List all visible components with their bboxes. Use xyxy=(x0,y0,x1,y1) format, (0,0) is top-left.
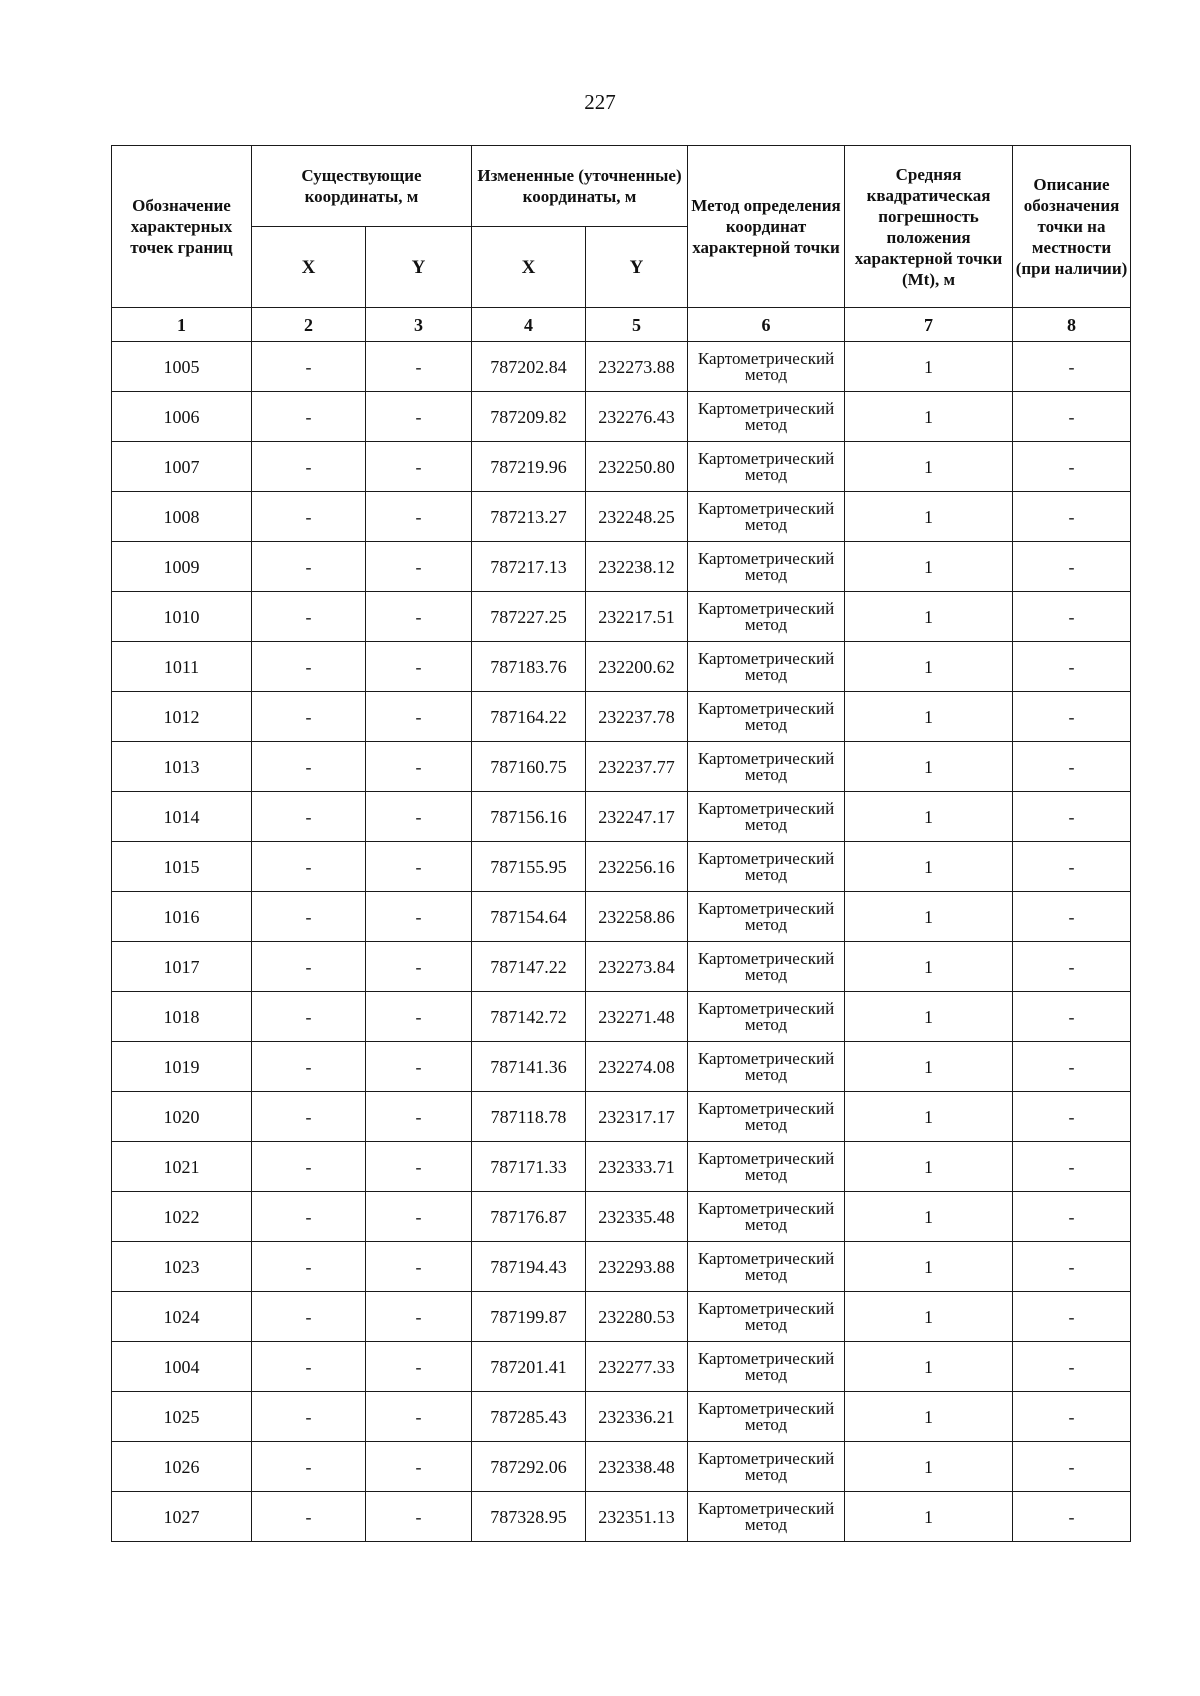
point-id-cell: 1017 xyxy=(112,942,252,992)
method-cell: Картометрический метод xyxy=(688,1492,845,1542)
changed-y-cell: 232317.17 xyxy=(586,1092,688,1142)
changed-y-cell: 232237.78 xyxy=(586,692,688,742)
mean-square-error-cell: 1 xyxy=(845,942,1013,992)
existing-x-cell: - xyxy=(252,1392,366,1442)
mean-square-error-cell: 1 xyxy=(845,1392,1013,1442)
existing-x-cell: - xyxy=(252,1342,366,1392)
changed-y-cell: 232258.86 xyxy=(586,892,688,942)
changed-x-cell: 787292.06 xyxy=(472,1442,586,1492)
changed-y-cell: 232276.43 xyxy=(586,392,688,442)
description-cell: - xyxy=(1013,342,1131,392)
method-cell: Картометрический метод xyxy=(688,642,845,692)
existing-y-cell: - xyxy=(366,592,472,642)
point-id-cell: 1005 xyxy=(112,342,252,392)
existing-x-cell: - xyxy=(252,642,366,692)
description-cell: - xyxy=(1013,1242,1131,1292)
mean-square-error-cell: 1 xyxy=(845,342,1013,392)
existing-y-cell: - xyxy=(366,692,472,742)
header-method: Метод определения координат характерной точки xyxy=(688,146,845,308)
changed-x-cell: 787217.13 xyxy=(472,542,586,592)
table-row xyxy=(112,1442,1131,1492)
existing-y-cell: - xyxy=(366,542,472,592)
header-changed-x: X xyxy=(472,227,586,308)
header-existing-x: X xyxy=(252,227,366,308)
method-cell: Картометрический метод xyxy=(688,842,845,892)
existing-x-cell: - xyxy=(252,1042,366,1092)
mean-square-error-cell: 1 xyxy=(845,1142,1013,1192)
existing-x-cell: - xyxy=(252,892,366,942)
changed-x-cell: 787227.25 xyxy=(472,592,586,642)
point-id-cell: 1007 xyxy=(112,442,252,492)
changed-y-cell: 232238.12 xyxy=(586,542,688,592)
description-cell: - xyxy=(1013,492,1131,542)
mean-square-error-cell: 1 xyxy=(845,692,1013,742)
existing-x-cell: - xyxy=(252,492,366,542)
changed-x-cell: 787183.76 xyxy=(472,642,586,692)
point-id-cell: 1019 xyxy=(112,1042,252,1092)
column-number: 4 xyxy=(472,308,586,342)
existing-x-cell: - xyxy=(252,1292,366,1342)
changed-x-cell: 787156.16 xyxy=(472,792,586,842)
mean-square-error-cell: 1 xyxy=(845,742,1013,792)
changed-y-cell: 232280.53 xyxy=(586,1292,688,1342)
header-changed-coordinates: Измененные (уточненные) координаты, м xyxy=(472,146,688,227)
existing-x-cell: - xyxy=(252,392,366,442)
existing-x-cell: - xyxy=(252,342,366,392)
mean-square-error-cell: 1 xyxy=(845,1092,1013,1142)
table-row xyxy=(112,1392,1131,1442)
column-number: 6 xyxy=(688,308,845,342)
description-cell: - xyxy=(1013,692,1131,742)
mean-square-error-cell: 1 xyxy=(845,1492,1013,1542)
existing-x-cell: - xyxy=(252,1142,366,1192)
description-cell: - xyxy=(1013,1292,1131,1342)
table-row xyxy=(112,1092,1131,1142)
mean-square-error-cell: 1 xyxy=(845,792,1013,842)
existing-y-cell: - xyxy=(366,1442,472,1492)
mean-square-error-cell: 1 xyxy=(845,842,1013,892)
method-cell: Картометрический метод xyxy=(688,892,845,942)
table-row xyxy=(112,992,1131,1042)
existing-x-cell: - xyxy=(252,692,366,742)
description-cell: - xyxy=(1013,842,1131,892)
changed-y-cell: 232293.88 xyxy=(586,1242,688,1292)
changed-x-cell: 787176.87 xyxy=(472,1192,586,1242)
method-cell: Картометрический метод xyxy=(688,492,845,542)
header-point-designation: Обозначение характерных точек границ xyxy=(112,146,252,308)
mean-square-error-cell: 1 xyxy=(845,442,1013,492)
changed-y-cell: 232338.48 xyxy=(586,1442,688,1492)
point-id-cell: 1025 xyxy=(112,1392,252,1442)
changed-y-cell: 232250.80 xyxy=(586,442,688,492)
existing-y-cell: - xyxy=(366,642,472,692)
table-row xyxy=(112,1142,1131,1192)
existing-y-cell: - xyxy=(366,442,472,492)
point-id-cell: 1008 xyxy=(112,492,252,542)
header-mean-square-error: Средняя квадратическая погрешность положения характерной точки (Mt), м xyxy=(845,146,1013,308)
changed-x-cell: 787147.22 xyxy=(472,942,586,992)
changed-y-cell: 232351.13 xyxy=(586,1492,688,1542)
mean-square-error-cell: 1 xyxy=(845,392,1013,442)
table-row xyxy=(112,442,1131,492)
mean-square-error-cell: 1 xyxy=(845,492,1013,542)
table-row xyxy=(112,1342,1131,1392)
existing-x-cell: - xyxy=(252,792,366,842)
existing-y-cell: - xyxy=(366,1392,472,1442)
mean-square-error-cell: 1 xyxy=(845,892,1013,942)
existing-x-cell: - xyxy=(252,742,366,792)
existing-y-cell: - xyxy=(366,1242,472,1292)
description-cell: - xyxy=(1013,392,1131,442)
existing-x-cell: - xyxy=(252,592,366,642)
table-row xyxy=(112,892,1131,942)
mean-square-error-cell: 1 xyxy=(845,642,1013,692)
existing-y-cell: - xyxy=(366,1142,472,1192)
changed-y-cell: 232248.25 xyxy=(586,492,688,542)
description-cell: - xyxy=(1013,1142,1131,1192)
existing-y-cell: - xyxy=(366,1092,472,1142)
table-row xyxy=(112,692,1131,742)
description-cell: - xyxy=(1013,642,1131,692)
method-cell: Картометрический метод xyxy=(688,542,845,592)
table-body xyxy=(112,342,1131,1542)
page-number: 227 xyxy=(584,90,616,114)
changed-y-cell: 232271.48 xyxy=(586,992,688,1042)
existing-y-cell: - xyxy=(366,1042,472,1092)
point-id-cell: 1022 xyxy=(112,1192,252,1242)
description-cell: - xyxy=(1013,592,1131,642)
column-number: 5 xyxy=(586,308,688,342)
changed-x-cell: 787285.43 xyxy=(472,1392,586,1442)
description-cell: - xyxy=(1013,1042,1131,1092)
description-cell: - xyxy=(1013,1492,1131,1542)
description-cell: - xyxy=(1013,1192,1131,1242)
method-cell: Картометрический метод xyxy=(688,792,845,842)
point-id-cell: 1004 xyxy=(112,1342,252,1392)
existing-y-cell: - xyxy=(366,1342,472,1392)
table-row xyxy=(112,542,1131,592)
point-id-cell: 1006 xyxy=(112,392,252,442)
point-id-cell: 1016 xyxy=(112,892,252,942)
existing-y-cell: - xyxy=(366,342,472,392)
mean-square-error-cell: 1 xyxy=(845,1442,1013,1492)
table-row xyxy=(112,1242,1131,1292)
mean-square-error-cell: 1 xyxy=(845,1242,1013,1292)
table-row xyxy=(112,942,1131,992)
changed-x-cell: 787209.82 xyxy=(472,392,586,442)
table-row xyxy=(112,792,1131,842)
point-id-cell: 1015 xyxy=(112,842,252,892)
changed-x-cell: 787160.75 xyxy=(472,742,586,792)
changed-y-cell: 232274.08 xyxy=(586,1042,688,1092)
point-id-cell: 1021 xyxy=(112,1142,252,1192)
description-cell: - xyxy=(1013,1092,1131,1142)
point-id-cell: 1014 xyxy=(112,792,252,842)
table-row xyxy=(112,1292,1131,1342)
changed-y-cell: 232256.16 xyxy=(586,842,688,892)
point-id-cell: 1026 xyxy=(112,1442,252,1492)
column-number: 7 xyxy=(845,308,1013,342)
existing-y-cell: - xyxy=(366,1492,472,1542)
table-row xyxy=(112,742,1131,792)
changed-y-cell: 232277.33 xyxy=(586,1342,688,1392)
header-existing-y: Y xyxy=(366,227,472,308)
changed-y-cell: 232273.84 xyxy=(586,942,688,992)
changed-y-cell: 232336.21 xyxy=(586,1392,688,1442)
existing-x-cell: - xyxy=(252,542,366,592)
description-cell: - xyxy=(1013,742,1131,792)
existing-y-cell: - xyxy=(366,842,472,892)
point-id-cell: 1011 xyxy=(112,642,252,692)
existing-y-cell: - xyxy=(366,392,472,442)
existing-x-cell: - xyxy=(252,1192,366,1242)
changed-y-cell: 232237.77 xyxy=(586,742,688,792)
header-point-description: Описание обозначения точки на местности (при наличии) xyxy=(1013,146,1131,308)
changed-x-cell: 787141.36 xyxy=(472,1042,586,1092)
changed-x-cell: 787328.95 xyxy=(472,1492,586,1542)
point-id-cell: 1012 xyxy=(112,692,252,742)
changed-x-cell: 787194.43 xyxy=(472,1242,586,1292)
changed-y-cell: 232333.71 xyxy=(586,1142,688,1192)
description-cell: - xyxy=(1013,992,1131,1042)
point-id-cell: 1009 xyxy=(112,542,252,592)
point-id-cell: 1023 xyxy=(112,1242,252,1292)
existing-x-cell: - xyxy=(252,992,366,1042)
mean-square-error-cell: 1 xyxy=(845,542,1013,592)
description-cell: - xyxy=(1013,792,1131,842)
table-row xyxy=(112,392,1131,442)
point-id-cell: 1018 xyxy=(112,992,252,1042)
changed-x-cell: 787118.78 xyxy=(472,1092,586,1142)
mean-square-error-cell: 1 xyxy=(845,1042,1013,1092)
description-cell: - xyxy=(1013,1442,1131,1492)
mean-square-error-cell: 1 xyxy=(845,1192,1013,1242)
table-row xyxy=(112,842,1131,892)
column-number: 1 xyxy=(112,308,252,342)
existing-x-cell: - xyxy=(252,842,366,892)
method-cell: Картометрический метод xyxy=(688,1342,845,1392)
method-cell: Картометрический метод xyxy=(688,1242,845,1292)
description-cell: - xyxy=(1013,1342,1131,1392)
changed-x-cell: 787164.22 xyxy=(472,692,586,742)
method-cell: Картометрический метод xyxy=(688,742,845,792)
changed-x-cell: 787202.84 xyxy=(472,342,586,392)
existing-x-cell: - xyxy=(252,942,366,992)
method-cell: Картометрический метод xyxy=(688,592,845,642)
coordinates-table xyxy=(111,145,1131,1542)
existing-y-cell: - xyxy=(366,892,472,942)
changed-x-cell: 787155.95 xyxy=(472,842,586,892)
table-row xyxy=(112,642,1131,692)
description-cell: - xyxy=(1013,892,1131,942)
method-cell: Картометрический метод xyxy=(688,1042,845,1092)
table-row xyxy=(112,1192,1131,1242)
description-cell: - xyxy=(1013,942,1131,992)
changed-y-cell: 232273.88 xyxy=(586,342,688,392)
method-cell: Картометрический метод xyxy=(688,1192,845,1242)
description-cell: - xyxy=(1013,1392,1131,1442)
method-cell: Картометрический метод xyxy=(688,442,845,492)
existing-y-cell: - xyxy=(366,792,472,842)
point-id-cell: 1020 xyxy=(112,1092,252,1142)
point-id-cell: 1027 xyxy=(112,1492,252,1542)
existing-y-cell: - xyxy=(366,1192,472,1242)
existing-x-cell: - xyxy=(252,1492,366,1542)
existing-y-cell: - xyxy=(366,492,472,542)
description-cell: - xyxy=(1013,542,1131,592)
point-id-cell: 1024 xyxy=(112,1292,252,1342)
column-number: 2 xyxy=(252,308,366,342)
description-cell: - xyxy=(1013,442,1131,492)
column-number: 3 xyxy=(366,308,472,342)
table-row xyxy=(112,1042,1131,1092)
mean-square-error-cell: 1 xyxy=(845,592,1013,642)
existing-x-cell: - xyxy=(252,442,366,492)
changed-y-cell: 232247.17 xyxy=(586,792,688,842)
table-row xyxy=(112,492,1131,542)
table-row xyxy=(112,592,1131,642)
changed-x-cell: 787171.33 xyxy=(472,1142,586,1192)
existing-y-cell: - xyxy=(366,992,472,1042)
existing-y-cell: - xyxy=(366,742,472,792)
changed-x-cell: 787201.41 xyxy=(472,1342,586,1392)
changed-x-cell: 787199.87 xyxy=(472,1292,586,1342)
changed-x-cell: 787142.72 xyxy=(472,992,586,1042)
mean-square-error-cell: 1 xyxy=(845,1342,1013,1392)
changed-y-cell: 232200.62 xyxy=(586,642,688,692)
changed-x-cell: 787154.64 xyxy=(472,892,586,942)
method-cell: Картометрический метод xyxy=(688,942,845,992)
changed-y-cell: 232335.48 xyxy=(586,1192,688,1242)
method-cell: Картометрический метод xyxy=(688,1092,845,1142)
header-changed-y: Y xyxy=(586,227,688,308)
method-cell: Картометрический метод xyxy=(688,1292,845,1342)
changed-x-cell: 787219.96 xyxy=(472,442,586,492)
existing-y-cell: - xyxy=(366,1292,472,1342)
existing-y-cell: - xyxy=(366,942,472,992)
changed-y-cell: 232217.51 xyxy=(586,592,688,642)
method-cell: Картометрический метод xyxy=(688,392,845,442)
header-existing-coordinates: Существующие координаты, м xyxy=(252,146,472,227)
table-row xyxy=(112,1492,1131,1542)
method-cell: Картометрический метод xyxy=(688,1442,845,1492)
mean-square-error-cell: 1 xyxy=(845,992,1013,1042)
mean-square-error-cell: 1 xyxy=(845,1292,1013,1342)
method-cell: Картометрический метод xyxy=(688,1392,845,1442)
table-row xyxy=(112,342,1131,392)
point-id-cell: 1013 xyxy=(112,742,252,792)
existing-x-cell: - xyxy=(252,1092,366,1142)
existing-x-cell: - xyxy=(252,1442,366,1492)
method-cell: Картометрический метод xyxy=(688,992,845,1042)
changed-x-cell: 787213.27 xyxy=(472,492,586,542)
point-id-cell: 1010 xyxy=(112,592,252,642)
method-cell: Картометрический метод xyxy=(688,342,845,392)
column-number: 8 xyxy=(1013,308,1131,342)
method-cell: Картометрический метод xyxy=(688,692,845,742)
method-cell: Картометрический метод xyxy=(688,1142,845,1192)
existing-x-cell: - xyxy=(252,1242,366,1292)
